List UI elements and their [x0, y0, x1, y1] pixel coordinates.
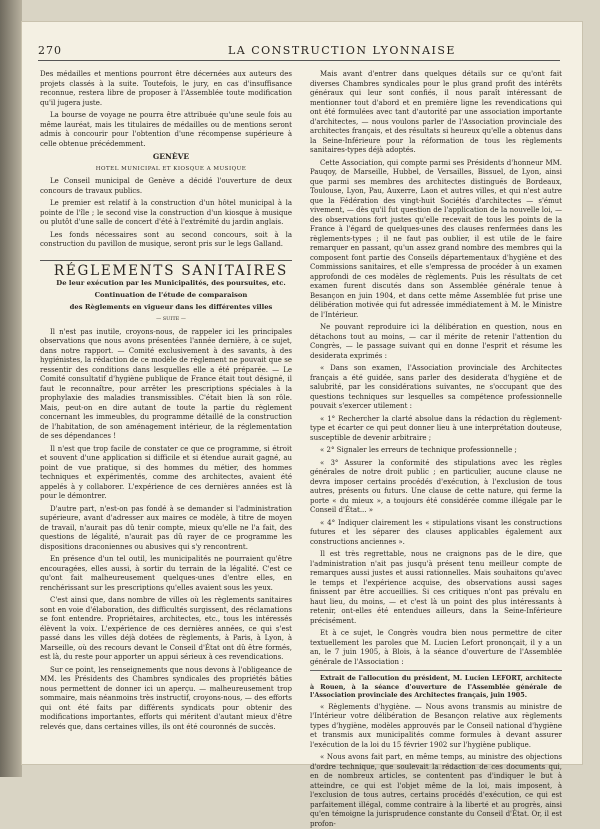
body-paragraph: En présence d'un tel outil, les municipalités ne pourraient qu'être encouragées, elles aussi, à sortir du terrain de la légalité. C'est ce qu'ont fait malheureusement quelques-unes d'entre elles, en renchérissant sur les prescriptions qu'elles avaient sous les yeux.: [40, 555, 292, 592]
page-header: [38, 44, 560, 58]
intro-paragraph: La bourse de voyage ne pourra être attribuée qu'une seule fois au même lauréat, mais les titulaires de médailles ou de mentions seront admis à concourir pour l'obtention d'une récompense supérieure à celle obtenue précédemment.: [40, 111, 292, 148]
geneve-paragraph: Le premier est relatif à la construction d'un hôtel municipal à la pointe de l'île ; le second vise la construction d'un kiosque à musique ou plutôt d'une salle de concert d'été à l'extrémité du jardin anglais.: [40, 199, 292, 226]
body-paragraph: « Dans son examen, l'Association provinciale des Architectes français a été guidée, sans parler des desiderata d'hygiène et de salubrité, par les considérations suivantes, ne s'occupant que des questions techniques sur lesquelles sa compétence professionnelle pouvait s'exercer utilement :: [310, 364, 562, 410]
extract-divider: [310, 670, 562, 671]
suite-label: — SUITE —: [156, 316, 186, 322]
body-paragraph: Il est très regrettable, nous ne craignons pas de le dire, que l'administration n'ait pas jusqu'à présent tenu meilleur compte de remarques aussi justes et aussi rationnelles. Mais souhaitons qu'avec le temps et l'expérience acquise, des observations aussi sages finissent par être accueillies. Si ces critiques n'ont pas prévalu en haut lieu, du moins, — et c'est là un point des plus intéressants à retenir, ont-elles été entendues ailleurs, dans la Seine-Inférieure précisément.: [310, 550, 562, 625]
body-paragraph: « 1° Rechercher la clarté absolue dans la rédaction du règlement-type et écarter ce qui peut donner lieu à une interprétation douteuse, susceptible de devenir arbitraire ;: [310, 414, 562, 442]
right-column: [310, 70, 562, 828]
geneve-paragraph: Le Conseil municipal de Genève a décidé l'ouverture de deux concours de travaux publics.: [40, 177, 292, 195]
geneve-subheading: HOTEL MUNICIPAL ET KIOSQUE A MUSIQUE: [95, 165, 247, 172]
body-paragraph: « 2° Signaler les erreurs de technique professionnelle ;: [320, 446, 517, 454]
extract-paragraph: « Nous avons fait part, en même temps, au ministre des objections d'ordre technique, que soulevait la rédaction de ces documents qui, en de nombreux articles, se contentent pas d'indiquer le but à atteindre, ce qui est l'objet même de la loi, mais imposent, à l'exclusion de tous autres, certains procédés d'exécution, ce qui est parfaitement illégal, comme contraire à la liberté et au progrès, ainsi qu'en témoigne la jurisprudence constante du Conseil d'État. Or, il est profon-: [310, 753, 562, 828]
geneve-heading: GENÈVE: [152, 152, 190, 161]
geneve-paragraph: Les fonds nécessaires sont au second concours, soit à la construction du pavillon de musique, seront pris sur le legs Galland.: [40, 230, 292, 248]
body-paragraph: D'autre part, n'est-on pas fondé à se demander si l'administration supérieure, avant d'adresser aux maires ce modèle, à titre de moyen de travail, n'aurait pas dû tenir compte, mieux qu'elle ne l'a fait, des questions de légalité, n'aurait pas dû rayer de ce programme les dispositions draconiennes ou abusives qui s'y rencontrent.: [40, 504, 292, 551]
body-paragraph: « 3° Assurer la conformité des stipulations avec les règles générales de notre droit public ; en particulier, aucune clause ne devra imposer certains procédés d'exécution, à l'exclusion de tous autres, présents ou futurs. Une clause de cette nature, qui ferme la porte « du mieux », a toujours été considérée comme illégale par le Conseil d'État... »: [310, 458, 562, 514]
body-paragraph: Mais avant d'entrer dans quelques détails sur ce qu'ont fait diverses Chambres syndicales pour le plus grand profit des intérêts généraux qui leur sont confiés, il nous paraît intéressant de mentionner tout d'abord et en première ligne les revendications qui ont été formulées avec tant d'autorité par une association importante d'architectes, — nous voulons parler de l'Association provinciale des architectes français, et des résultats si heureux qu'elle a obtenus dans la Seine-Inférieure pour la réformation de tous les règlements sanitaires-types déjà adoptés.: [310, 70, 562, 154]
left-column: [40, 70, 292, 750]
section-title: RÉGLEMENTS SANITAIRES: [53, 262, 289, 279]
body-paragraph: Et à ce sujet, le Congrès voudra bien nous permettre de citer textuellement les paroles que M. Lucien Lefort prononçait, il y a un an, le 7 juin 1905, à Blois, à la séance d'ouverture de l'Assemblée générale de l'Association :: [310, 629, 562, 666]
header-rule: [38, 60, 560, 61]
body-paragraph: Cette Association, qui compte parmi ses Présidents d'honneur MM. Pauqoy, de Marseille, Hubbel, de Versailles, Bissuel, de Lyon, ainsi que parmi ses membres des architectes distingués de Bordeaux, Toulouse, Lyon, Pau, Auxerre, Laon et autres villes, et qui n'est autre que la Fédération des vingt-huit Sociétés d'architectes — s'émut vivement, — dès qu'il fut question de l'application de la nouvelle loi, — des observations fort justes qu'elle recevait de tous les points de la France à l'égard de quelques-unes des clauses renfermées dans les règlements-types ; il ne faut pas oublier, il est utile de le faire remarquer en passant, qu'un assez grand nombre des membres qui la composent font partie des Conseils départementaux d'hygiène et des Commissions sanitaires, et elle s'empressa de procéder à un examen approfondi de ces modèles de règlements. Puis les résultats de cet examen furent discutés dans son Assemblée générale tenue à Besançon en juin 1904, et dans cette même Assemblée fut prise une délibération motivée qui fut adressée immédiatement à M. le Ministre de l'Intérieur.: [310, 158, 562, 319]
journal-title: LA CONSTRUCTION LYONNAISE: [228, 44, 456, 57]
body-paragraph: Il n'est pas inutile, croyons-nous, de rappeler ici les principales observations que nous avons présentées l'année dernière, à ce sujet, dans notre rapport. — Comité exclusivement à des savants, à des hygiénistes, la rédaction de ce modèle de règlement ne pouvait que se ressentir des conditions dans lesquelles elle a été préparée. — Le Comité consultatif d'hygiène publique de France était tout désigné, il faut le reconnaître, pour arrêter les prescriptions spéciales à la prophylaxie des maladies transmissibles. C'était bien là son rôle. Mais, peut-on en dire autant de toute la partie du règlement concernant les immeubles, du programme détaillé de la construction de l'habitation, de son aménagement intérieur, de la réglementation de ses dépendances !: [40, 327, 292, 440]
extract-paragraph: « Règlements d'hygiène. — Nous avons transmis au ministre de l'Intérieur votre délibération de Besançon relative aux règlements types d'hygiène, modèles approuvés par le Conseil national d'hygiène et transmis aux municipalités comme formules à devant assurer l'exécution de la loi du 15 février 1902 sur l'hygiène publique.: [310, 702, 562, 749]
body-paragraph: Il n'est que trop facile de constater ce que ce programme, si étroit et souvent d'une application si difficile et si étendue aurait gagné, au point de vue pratique, si des hommes du métier, des hommes techniques et expérimentés, comme des architectes, avaient été appelés à y collaborer. L'expérience de ces dernières années est là pour le démontrer.: [40, 444, 292, 500]
intro-paragraph: Des médailles et mentions pourront être décernées aux auteurs des projets classés à la suite. Toutefois, le jury, en cas d'insuffisance reconnue, restera libre de proposer à l'Assemblée toute modification qu'il jugera juste.: [40, 70, 292, 107]
body-paragraph: « 4° Indiquer clairement les « stipulations visant les constructions futures et les séparer des clauses applicables également aux constructions anciennes ».: [310, 518, 562, 546]
book-gutter: [0, 0, 22, 777]
section-divider: [40, 260, 292, 261]
extract-heading: Extrait de l'allocution du président, M. Lucien LEFORT, architecte à Rouen, à la séance d'ouverture de l'Assemblée générale de l'Association provinciale des Architectes français, juin 1905.: [310, 674, 562, 699]
section-subtitle: De leur exécution par les Municipalités, des poursuites, etc.: [56, 279, 286, 287]
body-paragraph: C'est ainsi que, dans nombre de villes où les règlements sanitaires sont en voie d'élaboration, des difficultés surgissent, des réclamations se font entendre. Propriétaires, architectes, etc., tous les intéressés élèvent la voix. L'expérience de ces dernières années, ce qui s'est passé dans les villes déjà dotées de règlements, à Paris, à Lyon, à Marseille, où des recours devant le Conseil d'État ont dû être formés, est là, du reste pour apporter un appui sérieux à ces revendications.: [40, 596, 292, 661]
section-subtitle: des Règlements en vigueur dans les différentes villes: [69, 303, 273, 311]
page-number: 270: [38, 44, 62, 57]
body-paragraph: Ne pouvant reproduire ici la délibération en question, nous en détachons tout au moins, — car il mérite de retenir l'attention du Congrès, — le passage suivant qui en donne l'esprit et résume les desiderata exprimés :: [310, 323, 562, 360]
body-paragraph: Sur ce point, les renseignements que nous devons à l'obligeance de MM. les Présidents des Chambres syndicales des propriétés bâties nous permettent de donner ici un aperçu. — malheureusement trop sommaire, mais néanmoins très instructif, croyons-nous, — des efforts qui ont été faits par différents syndicats pour obtenir des modifications importantes, efforts qui méritent d'autant mieux d'être relevés que, dans certaines villes, ils ont été couronnés de succès.: [40, 665, 292, 731]
section-subtitle: Continuation de l'étude de comparaison: [94, 291, 248, 299]
